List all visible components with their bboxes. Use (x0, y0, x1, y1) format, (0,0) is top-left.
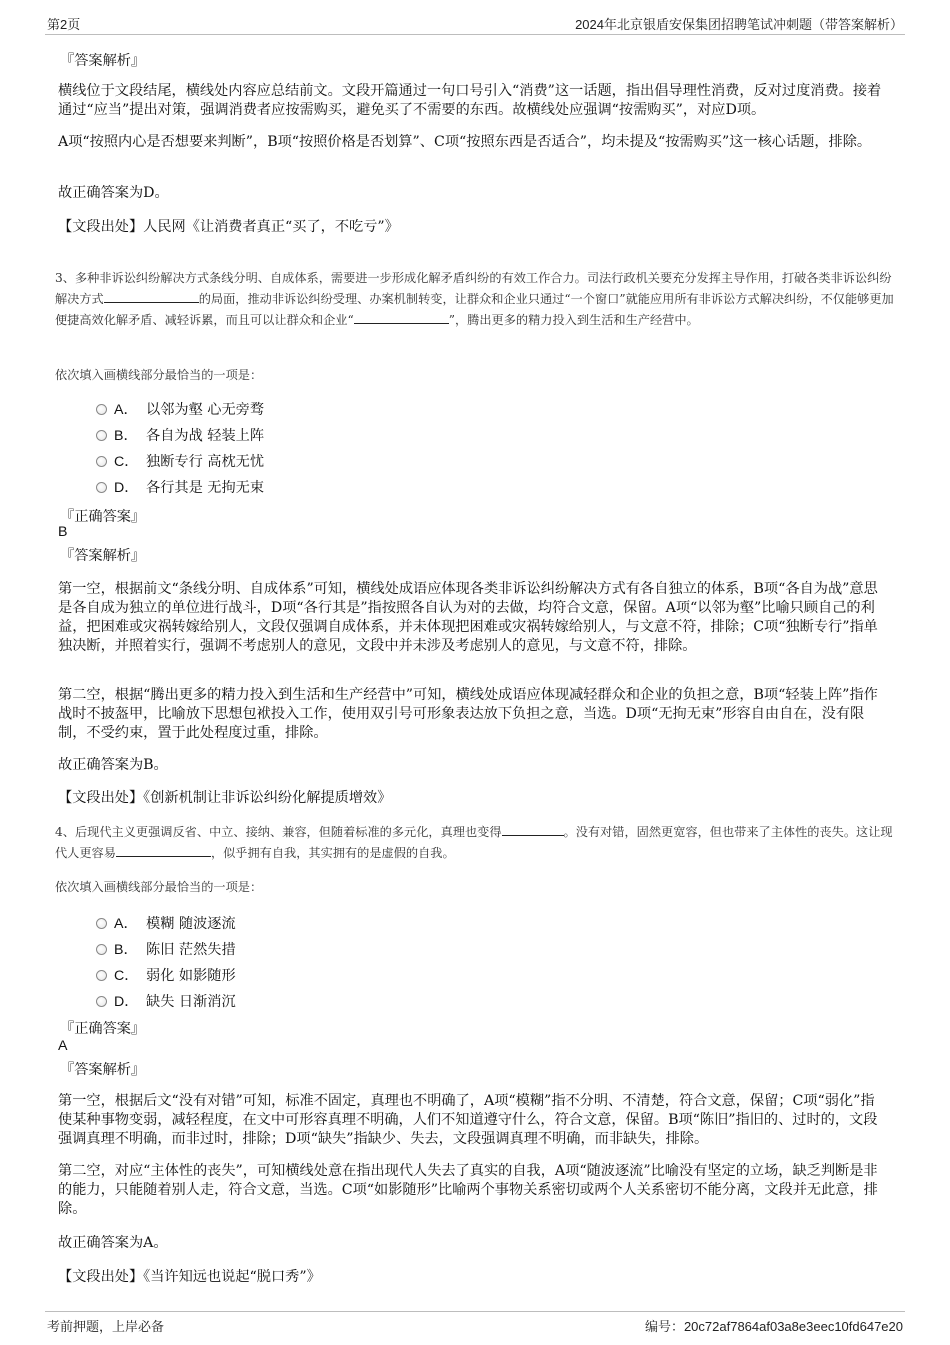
footer-slogan: 考前押题，上岸必备 (47, 1319, 165, 1334)
q2-source: 【文段出处】人民网《让消费者真正“买了，不吃亏”》 (58, 219, 399, 235)
q3-analysis-label: 『答案解析』 (60, 548, 146, 564)
q4-analysis-para2: 第二空，对应“主体性的丧失”，可知横线处意在指出现代人失去了真实的自我，A项“随波逐流”比喻没有坚定的立场，缺乏判断是非的能力，只能随着别人走，符合文意，当选。C项“如影随形”比喻两个事物关系密切或两个人关系密切不能分离，文段并无此意，排除。 (58, 1163, 878, 1217)
q4-correct-label: 『正确答案』 (60, 1021, 146, 1037)
q4-blank-1 (502, 823, 564, 836)
q3-correct-label: 『正确答案』 (60, 509, 146, 525)
document-title: 2024年北京银盾安保集团招聘笔试冲刺题（带答案解析） (575, 17, 903, 32)
q4-stem: 4、后现代主义更强调反省、中立、接纳、兼容，但随着标准的多元化，真理也变得 。没有对错，固然更宽容，但也带来了主体性的丧失。这让现代人更容易 ，似乎拥有自我，其实拥有的是虚假的自我。 (55, 825, 893, 860)
q2-analysis-para1: 横线位于文段结尾，横线处内容应总结前文。文段开篇通过一句口号引入“消费”这一话题，指出倡导理性消费，反对过度消费。接着通过“应当”提出对策，强调消费者应按需购买，避免买了不需要的东西。故横线处应强调“按需购买”，对应D项。 (58, 83, 882, 118)
page-number: 第2页 (47, 17, 81, 32)
q4-source: 【文段出处】《当许知远也说起“脱口秀”》 (58, 1269, 321, 1285)
q4-analysis-label: 『答案解析』 (60, 1062, 146, 1078)
q4-conclusion: 故正确答案为A。 (58, 1235, 168, 1251)
q2-analysis-label: 『答案解析』 (60, 53, 146, 69)
q3-prompt: 依次填入画横线部分最恰当的一项是： (55, 368, 263, 382)
radio-icon[interactable] (96, 456, 107, 467)
q3-stem: 3、多种非诉讼纠纷解决方式条线分明、自成体系，需要进一步形成化解矛盾纠纷的有效工作合力。司法行政机关要充分发挥主导作用，打破各类非诉讼纠纷解决方式 的局面，推动非诉讼纠纷受理、办案机制转变，让群众和企业只通过“一个窗口”就能应用所有非诉讼方式解决纠纷，不仅能够更加便捷高效化解矛盾、减轻诉累，而且可以让群众和企业“ ”，腾出更多的精力投入到生活和生产经营中。 (55, 271, 894, 327)
q2-analysis-para2: A项“按照内心是否想要来判断”，B项“按照价格是否划算”、C项“按照东西是否适合”，均未提及“按需购买”这一核心话题，排除。 (58, 134, 872, 150)
radio-icon[interactable] (96, 996, 107, 1007)
q4-prompt: 依次填入画横线部分最恰当的一项是： (55, 880, 263, 894)
page-header (45, 12, 905, 35)
radio-icon[interactable] (96, 970, 107, 981)
q3-analysis-para1: 第一空，根据前文“条线分明、自成体系”可知，横线处成语应体现各类非诉讼纠纷解决方式有各自独立的体系，B项“各自为战”意思是各自成为独立的单位进行战斗，D项“各行其是”指按照各自认为对的去做，均符合文意，保留。A项“以邻为壑”比喻只顾自己的利益，把困难或灾祸转嫁给别人，文段仅强调自成体系，并未体现把困难或灾祸转嫁给别人，与文意不符，排除；C项“独断专行”指单独决断，并照着实行，强调不考虑别人的意见，文段中并未涉及考虑别人的意见，与文意不符，排除。 (58, 581, 878, 654)
radio-icon[interactable] (96, 482, 107, 493)
page-footer (45, 1311, 905, 1336)
q3-blank-2 (354, 311, 449, 324)
radio-icon[interactable] (96, 944, 107, 955)
q4-correct-answer: A (58, 1038, 68, 1054)
q3-blank-1 (104, 290, 199, 303)
q4-blank-2 (116, 844, 211, 857)
q3-conclusion: 故正确答案为B。 (58, 757, 168, 773)
q3-analysis-para2: 第二空，根据“腾出更多的精力投入到生活和生产经营中”可知，横线处成语应体现减轻群众和企业的负担之意，B项“轻装上阵”指作战时不披盔甲，比喻放下思想包袱投入工作，使用双引号可形象表达放下负担之意，当选。D项“无拘无束”形容自由自在，没有限制，不受约束，置于此处程度过重，排除。 (58, 687, 878, 741)
radio-icon[interactable] (96, 430, 107, 441)
radio-icon[interactable] (96, 404, 107, 415)
q3-source: 【文段出处】《创新机制让非诉讼纠纷化解提质增效》 (58, 790, 392, 806)
q2-conclusion: 故正确答案为D。 (58, 185, 169, 201)
radio-icon[interactable] (96, 918, 107, 929)
footer-code: 编号：20c72af7864af03a8e3eec10fd647e20 (644, 1319, 903, 1334)
q3-correct-answer: B (58, 524, 68, 540)
q4-analysis-para1: 第一空，根据后文“没有对错”可知，标准不固定，真理也不明确了，A项“模糊”指不分明、不清楚，符合文意，保留；C项“弱化”指使某种事物变弱，减轻程度，在文中可形容真理不明确，人们不知道遵守什么，符合文意，保留。B项“陈旧”指旧的、过时的，文段强调真理不明确，而非过时，排除；D项“缺失”指缺少、失去，文段强调真理不明确，而非缺失，排除。 (58, 1093, 878, 1147)
